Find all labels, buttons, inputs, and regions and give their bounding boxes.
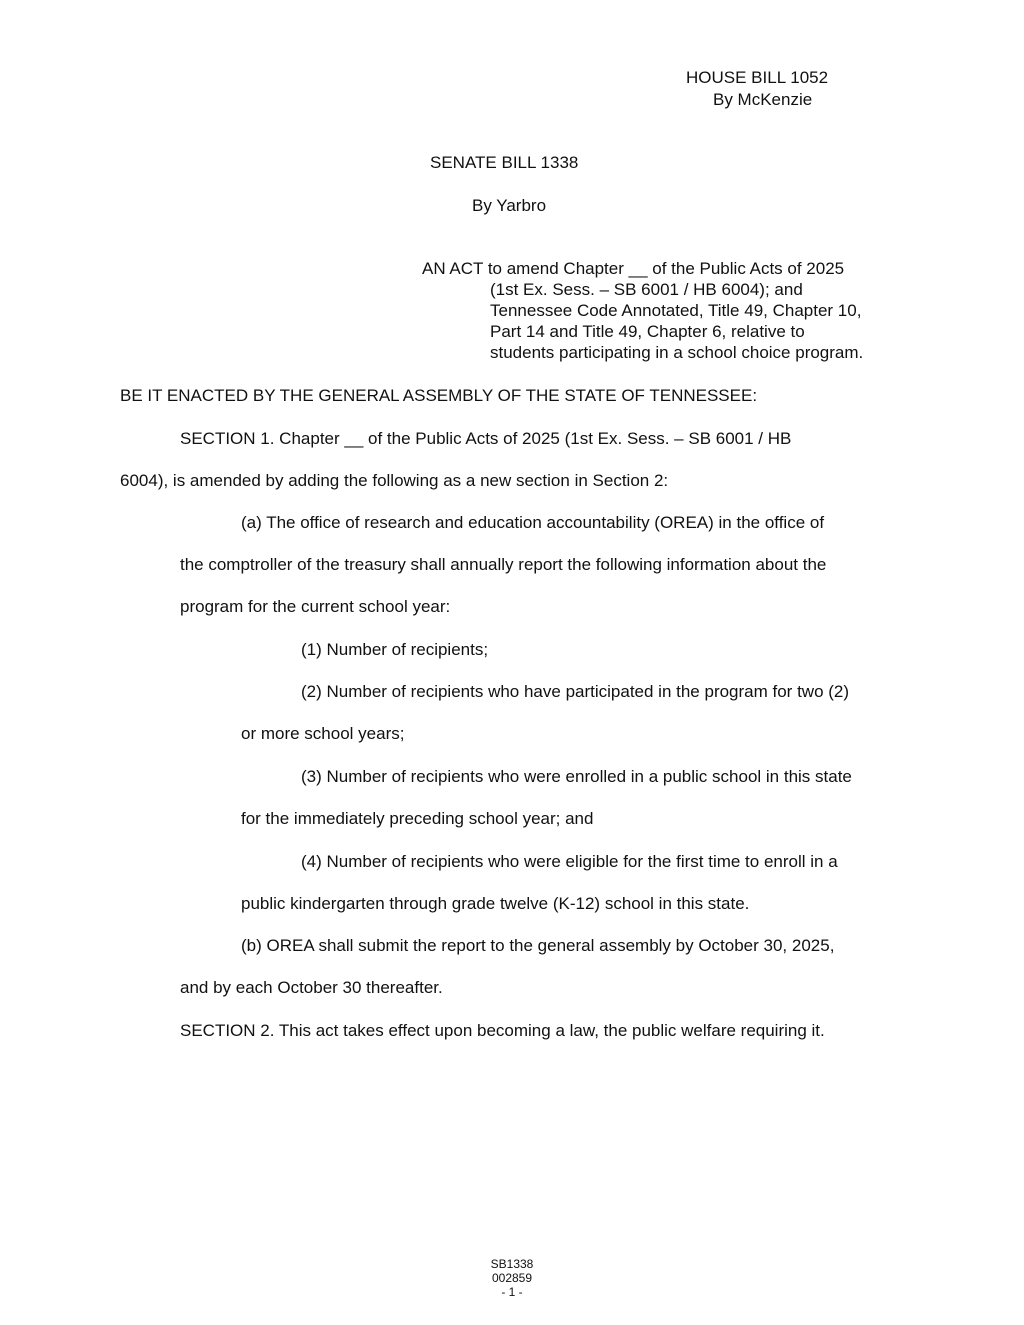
list-item: or more school years; bbox=[241, 724, 405, 743]
list-item: for the immediately preceding school year; and bbox=[241, 809, 594, 828]
section-1-text: SECTION 1. Chapter __ of the Public Acts of 2025 (1st Ex. Sess. – SB 6001 / HB bbox=[180, 429, 792, 448]
subsection-a: (a) The office of research and education accountability (OREA) in the office of bbox=[241, 513, 825, 532]
enacting-clause: BE IT ENACTED BY THE GENERAL ASSEMBLY OF THE STATE OF TENNESSEE: bbox=[120, 386, 758, 405]
caption-line: Tennessee Code Annotated, Title 49, Chapter 10, bbox=[490, 301, 862, 320]
caption-line: students participating in a school choice program. bbox=[490, 343, 864, 362]
list-item: (4) Number of recipients who were eligible for the first time to enroll in a bbox=[301, 852, 838, 871]
page-number: - 1 - bbox=[501, 1285, 523, 1299]
senate-bill-sponsor: By Yarbro bbox=[472, 196, 547, 215]
caption-line: AN ACT to amend Chapter __ of the Public Acts of 2025 bbox=[422, 259, 845, 278]
section-2: SECTION 2. This act takes effect upon becoming a law, the public welfare requiring it. bbox=[180, 1021, 825, 1040]
footer-bill-id: SB1338 bbox=[490, 1257, 534, 1271]
page-footer bbox=[462, 1257, 562, 1299]
senate-bill-number: SENATE BILL 1338 bbox=[430, 153, 579, 172]
caption-line: (1st Ex. Sess. – SB 6001 / HB 6004); and bbox=[490, 280, 803, 299]
footer-doc-number: 002859 bbox=[491, 1271, 533, 1285]
list-item: (1) Number of recipients; bbox=[301, 640, 489, 659]
list-item: (3) Number of recipients who were enrolled in a public school in this state bbox=[301, 767, 852, 786]
section-1-text: 6004), is amended by adding the following as a new section in Section 2: bbox=[120, 471, 669, 490]
subsection-a: program for the current school year: bbox=[180, 597, 451, 616]
house-bill-number: HOUSE BILL 1052 bbox=[686, 68, 829, 87]
house-bill-sponsor: By McKenzie bbox=[713, 90, 813, 109]
caption-line: Part 14 and Title 49, Chapter 6, relative to bbox=[490, 322, 805, 341]
subsection-b: (b) OREA shall submit the report to the general assembly by October 30, 2025, bbox=[241, 936, 835, 955]
list-item: (2) Number of recipients who have participated in the program for two (2) bbox=[301, 682, 850, 701]
subsection-a: the comptroller of the treasury shall annually report the following information about the bbox=[180, 555, 827, 574]
list-item: public kindergarten through grade twelve (K-12) school in this state. bbox=[241, 894, 750, 913]
subsection-b: and by each October 30 thereafter. bbox=[180, 978, 443, 997]
